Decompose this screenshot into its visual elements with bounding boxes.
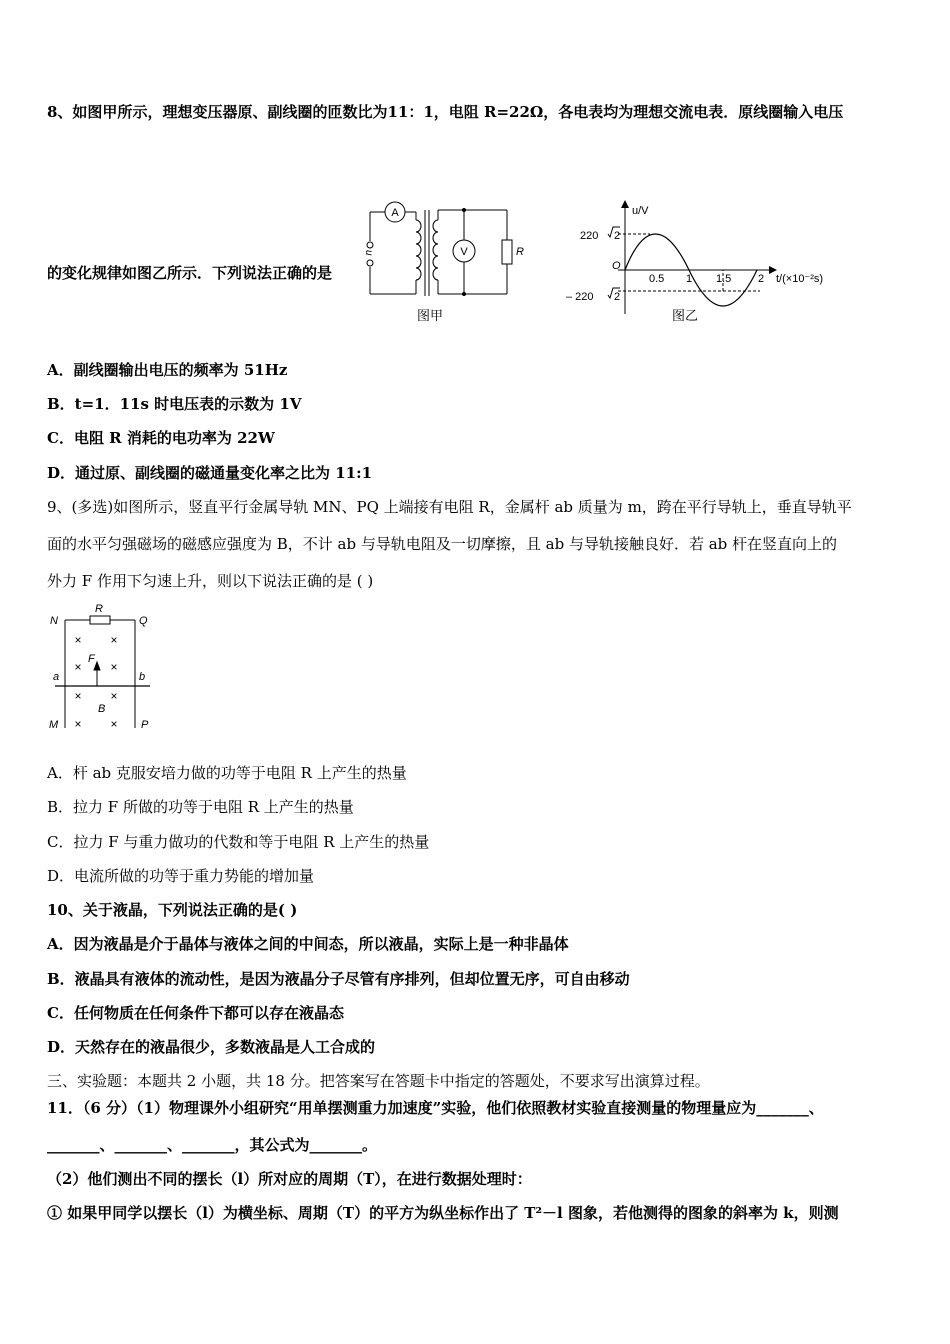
q11-line1: 11．（6 分）（1）物理课外小组研究“用单摆测重力加速度”实验，他们依照教材实验直接测量的物理量应为_______、 [47, 1099, 824, 1117]
q8-option-a: A．副线圈输出电压的频率为 51Hz [47, 361, 288, 379]
q11-line4: ① 如果甲同学以摆长（l）为横坐标、周期（T）的平方为纵坐标作出了 T²－l 图象，若他测得的图象的斜率为 k，则测 [47, 1204, 839, 1222]
figure-yi-voltage-graph [560, 196, 850, 331]
label-a: a [53, 671, 60, 683]
q8-stem-line2: 的变化规律如图乙所示．下列说法正确的是 [47, 264, 333, 282]
graph-tick-1.5: 1.5 [716, 273, 732, 285]
voltmeter-label: V [460, 246, 468, 258]
q11-line2: _______、_______、_______，其公式为_______。 [47, 1136, 378, 1154]
field-cross: × [74, 633, 82, 647]
field-cross: × [110, 660, 118, 674]
field-cross: × [110, 689, 118, 703]
label-Q: Q [139, 615, 148, 627]
label-P: P [141, 719, 149, 731]
label-R: R [95, 603, 103, 615]
q8-option-d: D．通过原、副线圈的磁通量变化率之比为 11:1 [47, 464, 373, 482]
field-cross: × [110, 633, 118, 647]
label-M: M [49, 719, 59, 731]
q10-option-b: B．液晶具有液体的流动性，是因为液晶分子尽管有序排列，但却位置无序，可自由移动 [47, 970, 630, 988]
q9-option-a: A．杆 ab 克服安培力做的功等于电阻 R 上产生的热量 [47, 764, 407, 782]
figure-jia-caption: 图甲 [416, 308, 444, 323]
q9-option-b: B．拉力 F 所做的功等于电阻 R 上产生的热量 [47, 798, 354, 816]
graph-ymin: – 220 [566, 291, 594, 303]
q10-stem: 10、关于液晶，下列说法正确的是( ) [47, 901, 298, 919]
q8-option-c: C．电阻 R 消耗的电功率为 22W [47, 429, 275, 447]
q10-option-c: C．任何物质在任何条件下都可以存在液晶态 [47, 1004, 344, 1022]
figure-yi-caption: 图乙 [671, 308, 699, 323]
graph-tick-1: 1 [686, 273, 693, 285]
field-cross: × [110, 717, 118, 731]
field-cross: × [74, 689, 82, 703]
graph-xlabel: t/(×10⁻²s) [776, 273, 824, 285]
field-cross: × [74, 717, 82, 731]
field-cross: × [74, 660, 82, 674]
graph-ymax-sqrt2: 2 [614, 230, 621, 242]
q9-stem-line1: 9、(多选)如图所示，竖直平行金属导轨 MN、PQ 上端接有电阻 R，金属杆 ab 质量为 m，跨在平行导轨上，垂直导轨平 [47, 498, 852, 516]
q11-line3: （2）他们测出不同的摆长（l）所对应的周期（T），在进行数据处理时： [47, 1170, 532, 1188]
graph-ymax: 220 [580, 230, 599, 242]
q9-stem-line2: 面的水平匀强磁场的磁感应强度为 B，不计 ab 与导轨电阻及一切摩擦，且 ab 与导轨接触良好．若 ab 杆在竖直向上的 [47, 535, 838, 553]
graph-tick-2: 2 [758, 273, 765, 285]
ammeter-label: A [391, 207, 399, 219]
q9-option-c: C．拉力 F 与重力做功的代数和等于电阻 R 上产生的热量 [47, 833, 430, 851]
q9-option-d: D．电流所做的功等于重力势能的增加量 [47, 867, 315, 885]
q10-option-d: D．天然存在的液晶很少，多数液晶是人工合成的 [47, 1038, 376, 1056]
figure-q9-rails-magnetic-field [45, 600, 160, 735]
q9-stem-line3: 外力 F 作用下匀速上升，则以下说法正确的是 ( ) [47, 572, 374, 590]
graph-ymin-sqrt2: 2 [614, 291, 621, 303]
label-b: b [139, 671, 146, 683]
input-voltage-label: u [363, 250, 374, 256]
section-3-heading: 三、实验题：本题共 2 小题，共 18 分。把答案写在答题卡中指定的答题处，不要求写出演算过程。 [47, 1072, 710, 1090]
label-N: N [50, 615, 58, 627]
q10-option-a: A．因为液晶是介于晶体与液体之间的中间态，所以液晶，实际上是一种非晶体 [47, 935, 569, 953]
resistor-label: R [516, 246, 524, 258]
graph-origin: O [612, 260, 621, 272]
figure-jia-transformer-circuit [360, 198, 530, 328]
label-B: B [98, 703, 106, 715]
q8-stem-line1: 8、如图甲所示，理想变压器原、副线圈的匝数比为11：1，电阻 R=22Ω，各电表均为理想交流电表．原线圈输入电压 [47, 103, 844, 121]
label-F: F [88, 653, 95, 665]
q8-option-b: B．t=1．11s 时电压表的示数为 1V [47, 395, 302, 413]
graph-ylabel: u/V [632, 205, 649, 217]
graph-tick-0.5: 0.5 [649, 273, 665, 285]
